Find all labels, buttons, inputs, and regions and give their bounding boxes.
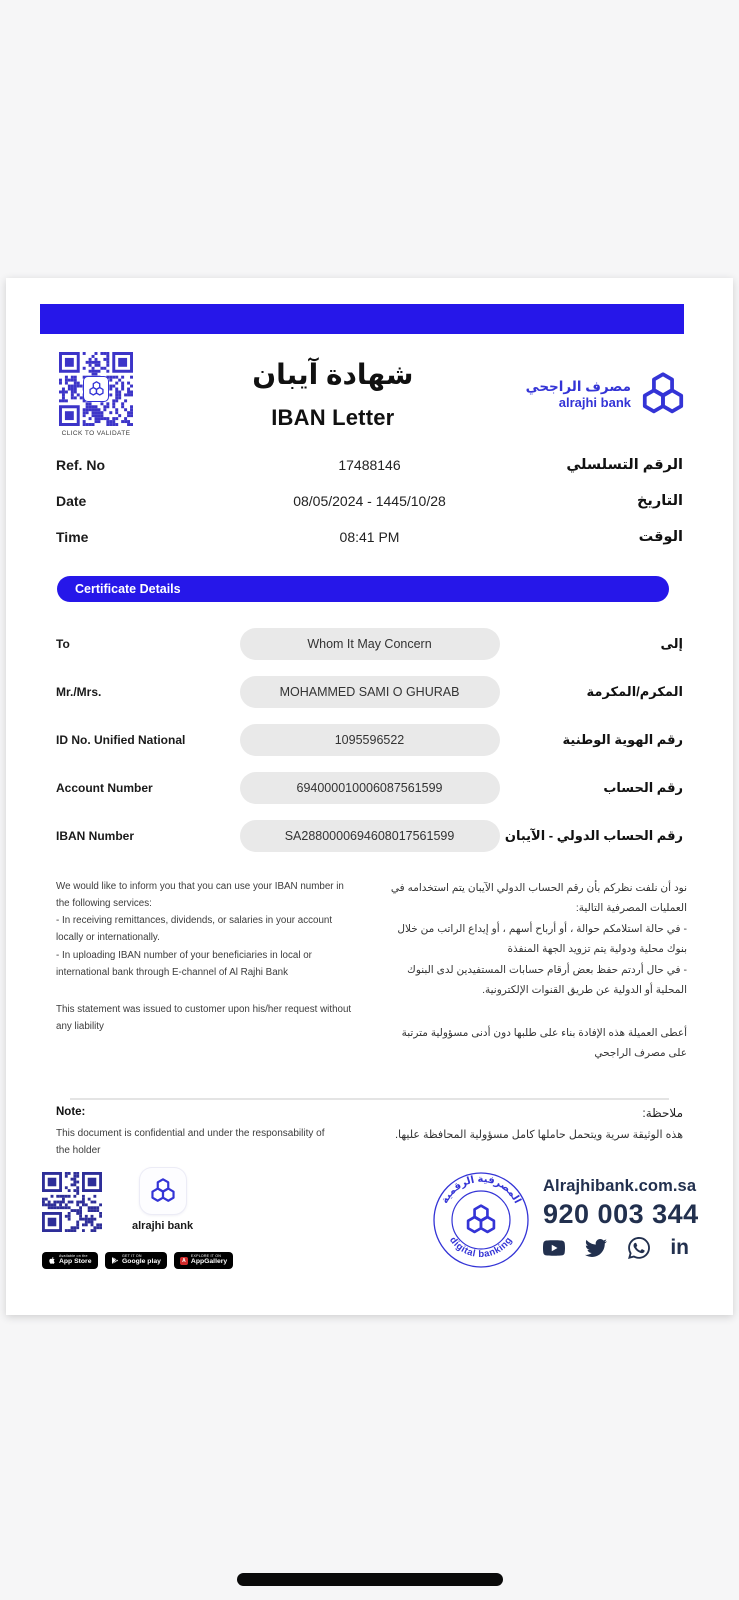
app-download-qr-code[interactable]: [42, 1172, 102, 1232]
time-value: 08:41 PM: [339, 528, 400, 545]
detail-row-iban: [56, 820, 683, 852]
time-label: Time: [56, 528, 89, 545]
document-title-english: IBAN Letter: [271, 404, 395, 430]
bank-app-icon: [140, 1168, 186, 1214]
detail-row-to: [56, 628, 683, 660]
home-indicator[interactable]: [237, 1573, 503, 1586]
time-label-ar: الوقت: [638, 528, 683, 545]
bank-mark-icon: [639, 372, 687, 417]
ref-no-label-ar: الرقم التسلسلي: [566, 456, 683, 473]
app-store-badge-name: App Store: [59, 1258, 92, 1266]
qr-caption: CLICK TO VALIDATE: [61, 429, 131, 437]
note-label-ar: ملاحظة:: [642, 1106, 683, 1120]
iban-number-label-ar: رقم الحساب الدولي - الآيبان: [504, 828, 683, 843]
certificate-details-header: [57, 576, 669, 602]
whatsapp-icon[interactable]: [628, 1237, 650, 1259]
info-ar-intro: نود أن نلفت نظركم بأن رقم الحساب الدولي الآيبان يتم استخدامه في العمليات المصرفية التالية:: [390, 882, 687, 915]
digital-banking-stamp: [431, 1168, 531, 1268]
document-header-bar: [40, 304, 684, 334]
document-footer: [42, 1166, 699, 1269]
iban-number-label: IBAN Number: [56, 829, 135, 843]
info-en-bullet-2: - In uploading IBAN number of your beneficiaries in local or international bank through E-channel of Al Rajhi Bank: [56, 949, 312, 978]
account-number-value: 694000010006087561599: [240, 772, 500, 804]
bank-app-name: alrajhi bank: [132, 1220, 194, 1232]
to-label: To: [56, 637, 70, 651]
stamp-english-text: digital banking: [447, 1234, 515, 1260]
note-text-arabic: هذه الوثيقة سرية ويتحمل حاملها كامل مسؤولية المحافظة عليها.: [394, 1129, 683, 1141]
bank-logo: [526, 372, 687, 417]
iban-number-value: SA2880000694608017561599: [240, 820, 500, 852]
to-label-ar: إلى: [660, 636, 683, 651]
google-play-badge-tagline: GET IT ON: [122, 1253, 142, 1258]
appgallery-badge[interactable]: [174, 1252, 233, 1269]
footer-contact-block: [431, 1166, 699, 1269]
iban-letter-document: [6, 278, 733, 1315]
google-play-icon: [111, 1256, 119, 1265]
bank-phone-number[interactable]: 920 003 344: [543, 1198, 699, 1229]
meta-section: [56, 454, 683, 562]
app-store-badge-tagline: Available on the: [59, 1253, 88, 1258]
account-number-label: Account Number: [56, 781, 153, 795]
information-paragraphs: [56, 878, 687, 1064]
document-title-arabic: شهادة آيبان: [252, 358, 414, 390]
info-ar-bullet-1: - في حالة استلامكم حوالة ، أو أرباح أسهم ، أو إيداع الراتب من خلال بنوك محلية ودولية يتم تزويد الجهة المنفذة: [397, 922, 687, 956]
apple-icon: [48, 1256, 56, 1265]
detail-row-name: [56, 676, 683, 708]
meta-row-ref: [56, 454, 683, 475]
youtube-icon[interactable]: [543, 1237, 565, 1259]
date-label-ar: التاريخ: [636, 492, 683, 509]
bank-name-english: alrajhi bank: [558, 394, 631, 410]
info-paragraph-arabic: [387, 878, 687, 1064]
app-store-badge[interactable]: [42, 1252, 98, 1269]
ref-no-value: 17488146: [338, 456, 401, 473]
footer-app-block: [42, 1166, 274, 1269]
detail-row-account: [56, 772, 683, 804]
google-play-badge-name: Google play: [122, 1258, 161, 1266]
certificate-details-title: Certificate Details: [75, 582, 181, 596]
bank-website[interactable]: Alrajhibank.com.sa: [543, 1176, 697, 1195]
appgallery-badge-name: AppGallery: [190, 1258, 228, 1266]
note-divider: [70, 1098, 669, 1100]
customer-name-value: MOHAMMED SAMI O GHURAB: [240, 676, 500, 708]
info-en-intro: We would like to inform you that you can use your IBAN number in the following services:: [56, 881, 344, 910]
note-body: [56, 1126, 683, 1159]
store-badges: [42, 1252, 274, 1269]
meta-row-time: [56, 526, 683, 547]
info-paragraph-english: [56, 878, 356, 1064]
google-play-badge[interactable]: [105, 1252, 167, 1269]
document-header: [52, 342, 687, 446]
date-value: 08/05/2024 - 1445/10/28: [293, 492, 446, 509]
id-value: 1095596522: [240, 724, 500, 756]
validation-qr-block[interactable]: [52, 352, 140, 437]
id-label-ar: رقم الهوية الوطنية: [562, 732, 683, 747]
detail-row-id: [56, 724, 683, 756]
mr-mrs-label-ar: المكرم/المكرمة: [586, 684, 683, 699]
social-icons-row: [543, 1237, 689, 1259]
certificate-details-section: [56, 628, 683, 868]
linkedin-icon[interactable]: in: [670, 1236, 689, 1259]
bank-app: [132, 1166, 193, 1232]
info-en-bullet-1: - In receiving remittances, dividends, or salaries in your account locally or internationally.: [56, 915, 333, 944]
mr-mrs-label: Mr./Mrs.: [56, 685, 102, 699]
appgallery-badge-tagline: EXPLORE IT ON: [190, 1253, 221, 1258]
meta-row-date: [56, 490, 683, 511]
bank-name-arabic: مصرف الراجحي: [525, 378, 631, 394]
note-text-english: This document is confidential and under the responsability of the holder: [56, 1128, 325, 1156]
document-titles: [140, 358, 526, 431]
stamp-arabic-text: المصرفية الرقمية: [439, 1173, 523, 1206]
info-ar-statement: أعطى العميلة هذه الإفادة بناء على طلبها دون أدنى مسؤولية مترتبة على مصرف الراجحي: [401, 1026, 687, 1060]
info-en-statement: This statement was issued to customer upon his/her request without any liability: [56, 1003, 352, 1032]
account-number-label-ar: رقم الحساب: [603, 780, 683, 795]
appgallery-icon: A: [180, 1256, 188, 1265]
twitter-icon[interactable]: [585, 1237, 607, 1259]
date-label: Date: [56, 492, 87, 509]
note-header: [56, 1106, 683, 1120]
info-ar-bullet-2: - في حال أردتم حفظ بعض أرقام حسابات المستفيدين لدى البنوك المحلية أو الدولية عن طريق القنوات الإلكترونية.: [407, 963, 687, 997]
to-value: Whom It May Concern: [240, 628, 500, 660]
note-label: Note:: [56, 1106, 86, 1118]
id-label: ID No. Unified National: [56, 733, 186, 747]
ref-no-label: Ref. No: [56, 456, 105, 473]
qr-center-logo-icon: [83, 376, 109, 402]
